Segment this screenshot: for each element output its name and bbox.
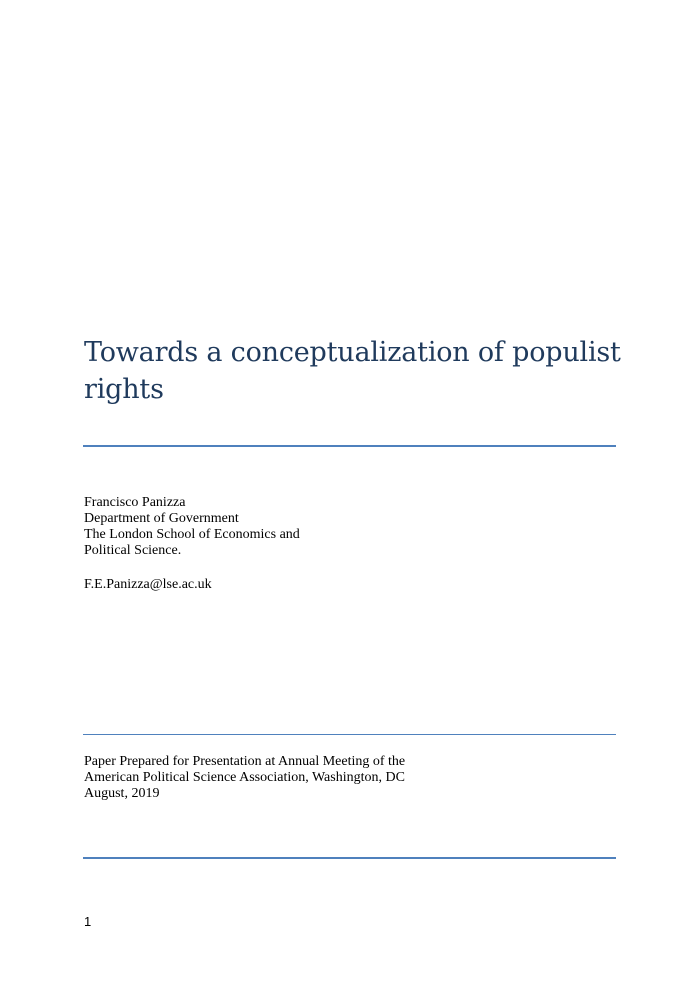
presentation-block (84, 754, 405, 802)
presentation-line-2: American Political Science Association, Washington, DC (84, 770, 405, 785)
author-name: Francisco Panizza (84, 495, 186, 510)
author-institution-line-2: Political Science. (84, 543, 182, 558)
author-institution-line-1: The London School of Economics and (84, 527, 300, 542)
author-block (84, 495, 300, 559)
page-number: 1 (84, 914, 92, 929)
paper-title-line-1: Towards a conceptualization of populist (84, 337, 621, 368)
title-divider (83, 445, 616, 447)
presentation-top-divider (83, 734, 616, 735)
author-email-block (84, 577, 212, 593)
presentation-bottom-divider (83, 857, 616, 859)
paper-title (84, 334, 629, 408)
author-email: F.E.Panizza@lse.ac.uk (84, 577, 212, 592)
presentation-date: August, 2019 (84, 786, 160, 801)
paper-title-line-2: rights (84, 374, 164, 405)
presentation-line-1: Paper Prepared for Presentation at Annual Meeting of the (84, 754, 406, 769)
author-department: Department of Government (84, 511, 239, 526)
